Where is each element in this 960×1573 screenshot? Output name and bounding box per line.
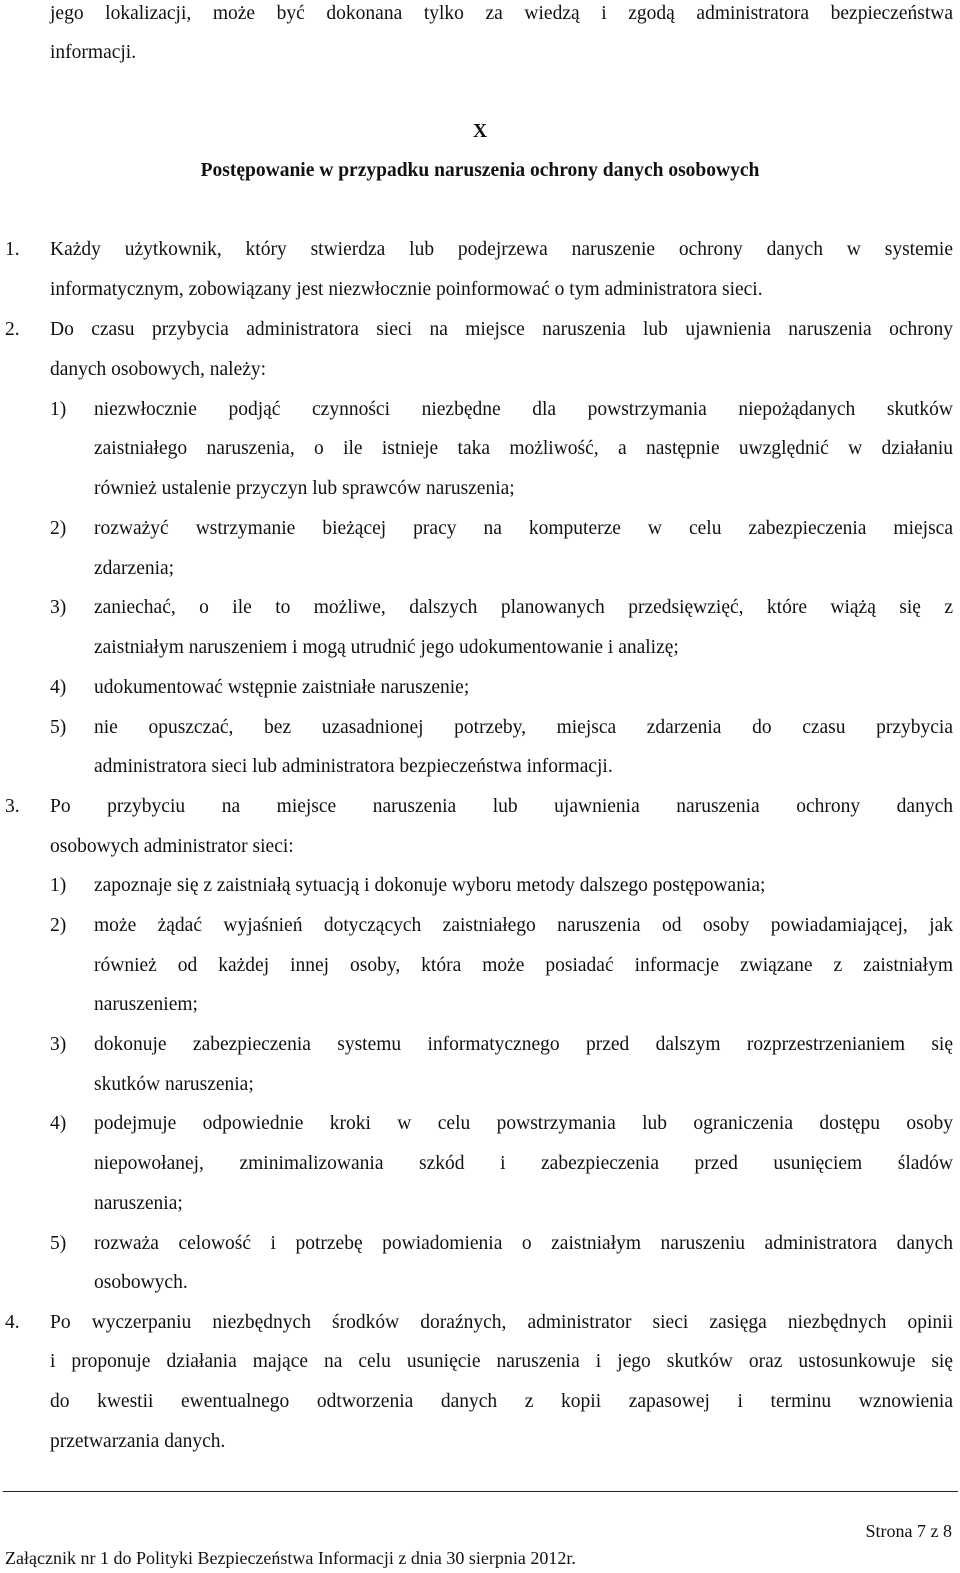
text-line: informacji.	[50, 42, 137, 63]
text-line: jego lokalizacji, może być dokonana tylko za wiedzą i zgodą administratora bezpieczeństwa	[50, 3, 953, 24]
footer-divider	[3, 1491, 958, 1492]
text-line: niezwłocznie podjąć czynności niezbędne dla powstrzymania niepożądanych skutków	[94, 399, 953, 420]
paragraph-number: 2.	[5, 319, 20, 340]
text-line: niepowołanej, zminimalizowania szkód i zabezpieczenia przed usunięciem śladów	[94, 1153, 953, 1174]
list-item-number: 3)	[50, 1034, 67, 1055]
text-line: administratora sieci lub administratora bezpieczeństwa informacji.	[94, 756, 613, 777]
text-line: osobowych.	[94, 1272, 188, 1293]
list-item-number: 2)	[50, 518, 67, 539]
list-item-number: 1)	[50, 875, 67, 896]
text-line: Każdy użytkownik, który stwierdza lub podejrzewa naruszenie ochrony danych w systemie	[50, 239, 953, 260]
page-number: Strona 7 z 8	[865, 1521, 952, 1541]
text-line: Po przybyciu na miejsce naruszenia lub ujawnienia naruszenia ochrony danych	[50, 796, 953, 817]
text-line: może żądać wyjaśnień dotyczących zaistniałego naruszenia od osoby powiadamiającej, jak	[94, 915, 953, 936]
section-number: X	[472, 121, 488, 142]
text-line: naruszeniem;	[94, 994, 198, 1015]
list-item-number: 4)	[50, 677, 67, 698]
list-item-number: 2)	[50, 915, 67, 936]
text-line: przetwarzania danych.	[50, 1431, 226, 1452]
paragraph-number: 3.	[5, 796, 20, 817]
text-line: rozważyć wstrzymanie bieżącej pracy na komputerze w celu zabezpieczenia miejsca	[94, 518, 953, 539]
text-line: również ustalenie przyczyn lub sprawców naruszenia;	[94, 478, 515, 499]
text-line: Do czasu przybycia administratora sieci na miejsce naruszenia lub ujawnienia naruszenia ochrony	[50, 319, 953, 340]
text-line: rozważa celowość i potrzebę powiadomienia o zaistniałym naruszeniu administratora danych	[94, 1233, 953, 1254]
footer-note: Załącznik nr 1 do Polityki Bezpieczeństwa Informacji z dnia 30 sierpnia 2012r.	[5, 1548, 576, 1568]
section-title: Postępowanie w przypadku naruszenia ochrony danych osobowych	[200, 160, 760, 181]
paragraph-number: 1.	[5, 239, 20, 260]
text-line: skutków naruszenia;	[94, 1074, 254, 1095]
list-item-number: 3)	[50, 597, 67, 618]
text-line: osobowych administrator sieci:	[50, 836, 294, 857]
text-line: Po wyczerpaniu niezbędnych środków doraźnych, administrator sieci zasięga niezbędnych opinii	[50, 1312, 953, 1333]
text-line: informatycznym, zobowiązany jest niezwłocznie poinformować o tym administratora sieci.	[50, 279, 763, 300]
text-line: zaistniałym naruszeniem i mogą utrudnić jego udokumentowanie i analizę;	[94, 637, 679, 658]
text-line: danych osobowych, należy:	[50, 359, 267, 380]
text-line: naruszenia;	[94, 1193, 183, 1214]
text-line: zaistniałego naruszenia, o ile istnieje taka możliwość, a następnie uwzględnić w działaniu	[94, 438, 953, 459]
list-item-number: 4)	[50, 1113, 67, 1134]
text-line: zdarzenia;	[94, 558, 175, 579]
text-line: udokumentować wstępnie zaistniałe naruszenie;	[94, 677, 470, 698]
text-line: podejmuje odpowiednie kroki w celu powstrzymania lub ograniczenia dostępu osoby	[94, 1113, 953, 1134]
text-line: do kwestii ewentualnego odtworzenia danych z kopii zapasowej i terminu wznowienia	[50, 1391, 953, 1412]
list-item-number: 5)	[50, 1233, 67, 1254]
text-line: i proponuje działania mające na celu usunięcie naruszenia i jego skutków oraz ustosunkowuje się	[50, 1351, 953, 1372]
text-line: nie opuszczać, bez uzasadnionej potrzeby, miejsca zdarzenia do czasu przybycia	[94, 717, 953, 738]
paragraph-number: 4.	[5, 1312, 20, 1333]
list-item-number: 1)	[50, 399, 67, 420]
text-line: dokonuje zabezpieczenia systemu informatycznego przed dalszym rozprzestrzenianiem się	[94, 1034, 953, 1055]
text-line: zaniechać, o ile to możliwe, dalszych planowanych przedsięwzięć, które wiążą się z	[94, 597, 953, 618]
text-line: zapoznaje się z zaistniałą sytuacją i dokonuje wyboru metody dalszego postępowania;	[94, 875, 766, 896]
list-item-number: 5)	[50, 717, 67, 738]
text-line: również od każdej innej osoby, która może posiadać informacje związane z zaistniałym	[94, 955, 953, 976]
